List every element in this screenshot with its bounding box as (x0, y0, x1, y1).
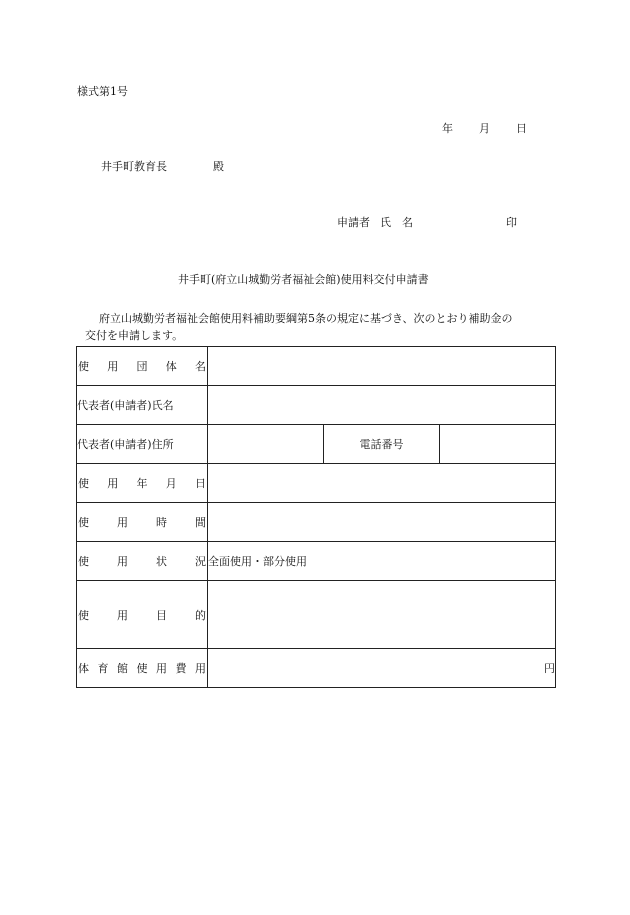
label-organization-name: 使 用 団 体 名 (77, 347, 208, 386)
label-representative-address: 代表者(申請者)住所 (77, 425, 208, 464)
row-representative-name (77, 386, 556, 425)
row-usage-date (77, 464, 556, 503)
field-gym-fee[interactable] (208, 649, 556, 688)
field-usage-time[interactable] (208, 503, 556, 542)
intro-paragraph (77, 310, 562, 344)
year-label: 年 (442, 122, 453, 135)
label-representative-name: 代表者(申請者)氏名 (77, 386, 208, 425)
field-usage-status[interactable]: 全面使用・部分使用 (208, 542, 556, 581)
field-representative-name[interactable] (208, 386, 556, 425)
row-usage-status (77, 542, 556, 581)
label-phone-number: 電話番号 (324, 425, 440, 464)
intro-line-1: 府立山城勤労者福祉会館使用料補助要綱第5条の規定に基づき、次のとおり補助金の (99, 312, 513, 325)
addressee (101, 160, 224, 174)
field-organization-name[interactable] (208, 347, 556, 386)
row-organization (77, 347, 556, 386)
label-gym-fee: 体 育 館 使 用 費 用 (77, 649, 208, 688)
application-table (76, 346, 556, 688)
form-number: 様式第1号 (77, 85, 128, 98)
row-usage-time (77, 503, 556, 542)
day-label: 日 (516, 122, 527, 135)
addressee-honorific: 殿 (213, 160, 224, 173)
row-usage-purpose (77, 581, 556, 649)
field-representative-address[interactable] (208, 425, 324, 464)
row-representative-address (77, 425, 556, 464)
label-usage-time: 使 用 時 間 (77, 503, 208, 542)
label-usage-purpose: 使 用 目 的 (77, 581, 208, 649)
month-label: 月 (479, 122, 490, 135)
label-usage-status: 使 用 状 況 (77, 542, 208, 581)
row-gym-fee (77, 649, 556, 688)
applicant-line (337, 216, 517, 230)
document-title: 井手町(府立山城勤労者福祉会館)使用料交付申請書 (178, 273, 429, 286)
label-usage-date: 使 用 年 月 日 (77, 464, 208, 503)
addressee-name: 井手町教育長 (101, 160, 167, 173)
applicant-label: 申請者 (337, 216, 370, 229)
field-usage-date[interactable] (208, 464, 556, 503)
yen-unit: 円 (544, 662, 555, 675)
date-line (442, 122, 527, 136)
seal-mark: 印 (506, 216, 517, 229)
intro-line-2: 交付を申請します。 (85, 329, 184, 342)
field-phone-number[interactable] (440, 425, 556, 464)
field-usage-purpose[interactable] (208, 581, 556, 649)
applicant-name-label: 氏 名 (380, 216, 413, 229)
